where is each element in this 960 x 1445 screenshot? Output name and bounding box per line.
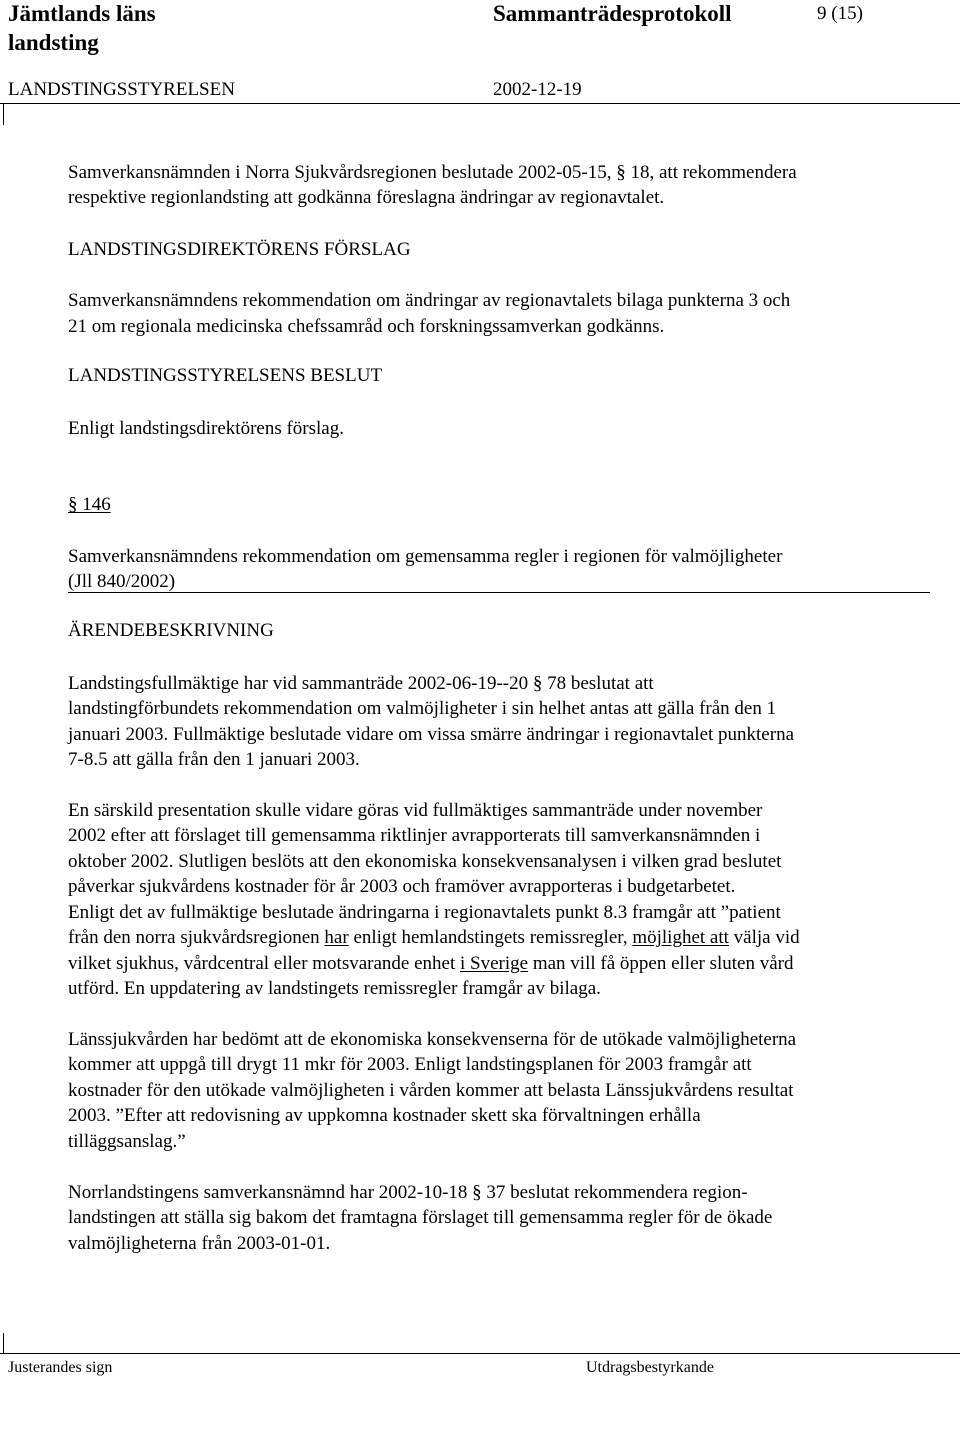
organization-name-line2: landsting	[8, 30, 99, 55]
paragraph-line: oktober 2002. Slutligen beslöts att den ekonomiska konsekvensanalysen i vilken grad beslutet	[68, 851, 782, 872]
board-name: LANDSTINGSSTYRELSEN	[8, 79, 235, 100]
paragraph-line: utförd. En uppdatering av landstingets remissregler framgår av bilaga.	[68, 978, 601, 999]
paragraph-line: En särskild presentation skulle vidare göras vid fullmäktiges sammanträde under november	[68, 800, 763, 821]
intro-line: respektive regionlandsting att godkänna föreslagna ändringar av regionavtalet.	[68, 187, 665, 208]
organization-name: Jämtlands läns	[8, 1, 156, 26]
paragraph-line: 2003. ”Efter att redovisning av uppkomna kostnader skett ska förvaltningen erhålla	[68, 1105, 701, 1126]
paragraph-line: tilläggsanslag.”	[68, 1131, 186, 1152]
meeting-date: 2002-12-19	[493, 79, 582, 100]
proposal-line: 21 om regionala medicinska chefssamråd och forskningssamverkan godkänns.	[68, 316, 665, 337]
paragraph-line: Norrlandstingens samverkansnämnd har 2002-10-18 § 37 beslutat rekommendera region-	[68, 1182, 748, 1203]
section-number: § 146	[68, 494, 111, 515]
paragraph-line: kommer att uppgå till drygt 11 mkr för 2003. Enligt landstingsplanen för 2003 framgår att	[68, 1054, 752, 1075]
text-run: enligt hemlandstingets remissregler,	[348, 927, 633, 948]
title-underline	[68, 592, 930, 593]
paragraph-line: kostnader för den utökade valmöjligheten i vården kommer att belasta Länssjukvårdens resultat	[68, 1080, 794, 1101]
text-run: vilket sjukhus, vårdcentral eller motsvarande enhet	[68, 953, 461, 974]
paragraph-line: valmöjligheterna från 2003-01-01.	[68, 1233, 331, 1254]
paragraph-line: landstingförbundets rekommendation om valmöjligheter i sin helhet antas att gälla från den 1	[68, 698, 777, 719]
certification-label: Utdragsbestyrkande	[586, 1359, 714, 1376]
description-heading: ÄRENDEBESKRIVNING	[68, 620, 274, 641]
paragraph-line	[68, 925, 800, 951]
signature-label: Justerandes sign	[8, 1359, 113, 1376]
paragraph-line: Länssjukvården har bedömt att de ekonomiska konsekvenserna för de utökade valmöjligheterna	[68, 1029, 797, 1050]
page-number: 9 (15)	[817, 3, 863, 24]
paragraph-line: landstingen att ställa sig bakom det framtagna förslaget till gemensamma regler för de ökade	[68, 1207, 773, 1228]
decision-text: Enligt landstingsdirektörens förslag.	[68, 418, 344, 439]
paragraph-line: 2002 efter att förslaget till gemensamma riktlinjer avrapporterats till samverkansnämnden i	[68, 825, 761, 846]
underlined-text: möjlighet att	[632, 927, 729, 948]
footer-margin-rule	[3, 1333, 4, 1353]
text-run: välja vid	[728, 927, 800, 948]
paragraph-line	[68, 951, 793, 977]
margin-rule	[3, 103, 4, 125]
proposal-heading: LANDSTINGSDIREKTÖRENS FÖRSLAG	[68, 239, 411, 260]
item-title-ref: (Jll 840/2002)	[68, 571, 176, 592]
footer-rule	[0, 1353, 960, 1354]
intro-line: Samverkansnämnden i Norra Sjukvårdsregionen beslutade 2002-05-15, § 18, att rekommendera	[68, 162, 797, 183]
paragraph-line: januari 2003. Fullmäktige beslutade vidare om vissa smärre ändringar i regionavtalet punkterna	[68, 724, 794, 745]
text-run: från den norra sjukvårdsregionen	[68, 927, 325, 948]
paragraph-line: påverkar sjukvårdens kostnader för år 2003 och framöver avrapporteras i budgetarbetet.	[68, 876, 736, 897]
decision-heading: LANDSTINGSSTYRELSENS BESLUT	[68, 365, 383, 386]
header-rule	[0, 103, 960, 104]
underlined-text: har	[324, 927, 349, 948]
text-run: man vill få öppen eller sluten vård	[528, 953, 794, 974]
proposal-line: Samverkansnämndens rekommendation om ändringar av regionavtalets bilaga punkterna 3 och	[68, 290, 791, 311]
item-title: Samverkansnämndens rekommendation om gemensamma regler i regionen för valmöjligheter	[68, 546, 783, 567]
paragraph-line: 7-8.5 att gälla från den 1 januari 2003.	[68, 749, 360, 770]
underlined-text: i Sverige	[460, 953, 529, 974]
paragraph-line: Enligt det av fullmäktige beslutade ändringarna i regionavtalets punkt 8.3 framgår att ”patient	[68, 902, 781, 923]
paragraph-line: Landstingsfullmäktige har vid sammanträde 2002-06-19--20 § 78 beslutat att	[68, 673, 654, 694]
document-type: Sammanträdesprotokoll	[493, 1, 732, 26]
